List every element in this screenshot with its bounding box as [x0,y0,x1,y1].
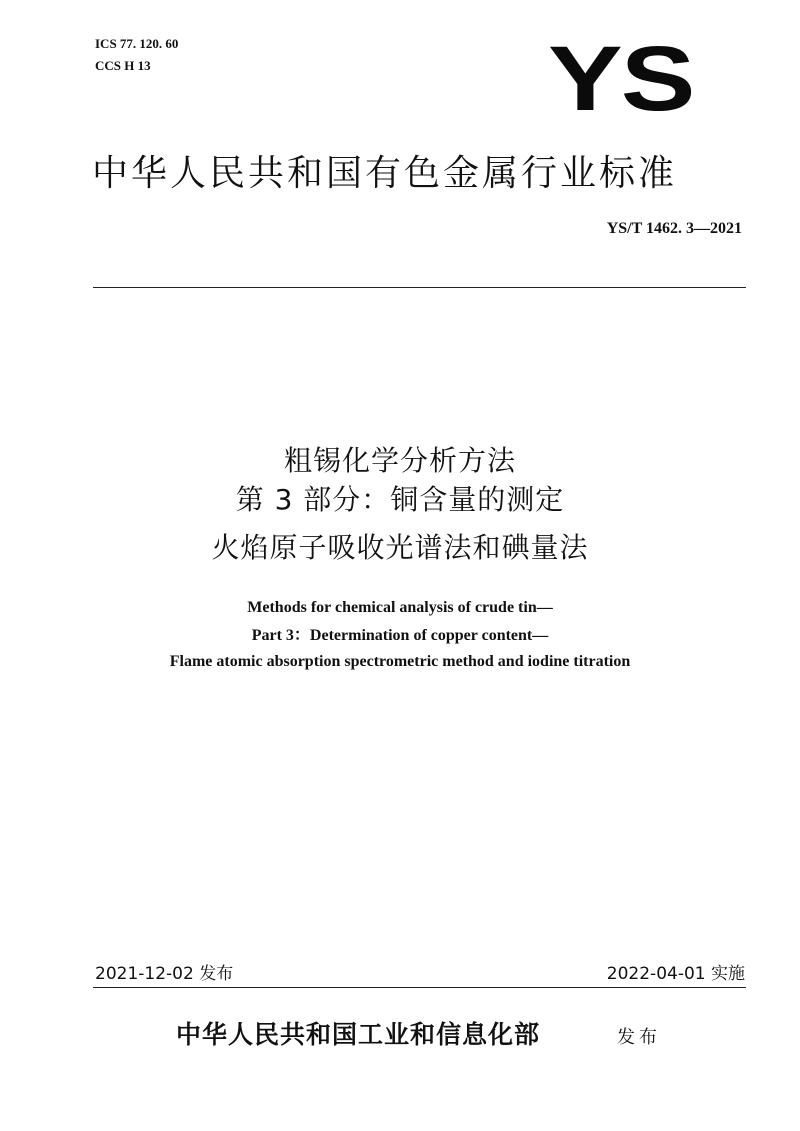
title-english-line-2: Part 3：Determination of copper content— [251,627,549,644]
ys-logo: YS [548,27,694,130]
title-english-line-3: Flame atomic absorption spectrometric method and iodine titration [169,653,631,670]
industry-standard-title: 中华人民共和国有色金属行业标准 [92,153,678,194]
publisher-suffix: 发布 [617,1027,661,1048]
title-chinese-line-3: 火焰原子吸收光谱法和碘量法 [211,531,589,564]
footer-divider [93,987,746,988]
publisher-name: 中华人民共和国工业和信息化部 [176,1020,541,1049]
standard-number: YS/T 1462. 3—2021 [606,220,742,237]
title-chinese-line-2: 第 3 部分：铜含量的测定 [235,483,565,516]
ics-code: ICS 77. 120. 60 [95,36,179,51]
header-divider [93,287,746,288]
title-chinese-line-1: 粗锡化学分析方法 [283,444,516,477]
ccs-code: CCS H 13 [95,58,151,73]
title-english-line-1: Methods for chemical analysis of crude tin— [247,599,553,616]
issue-date: 2021-12-02 发布 [95,964,234,984]
implementation-date: 2022-04-01 实施 [606,964,745,984]
